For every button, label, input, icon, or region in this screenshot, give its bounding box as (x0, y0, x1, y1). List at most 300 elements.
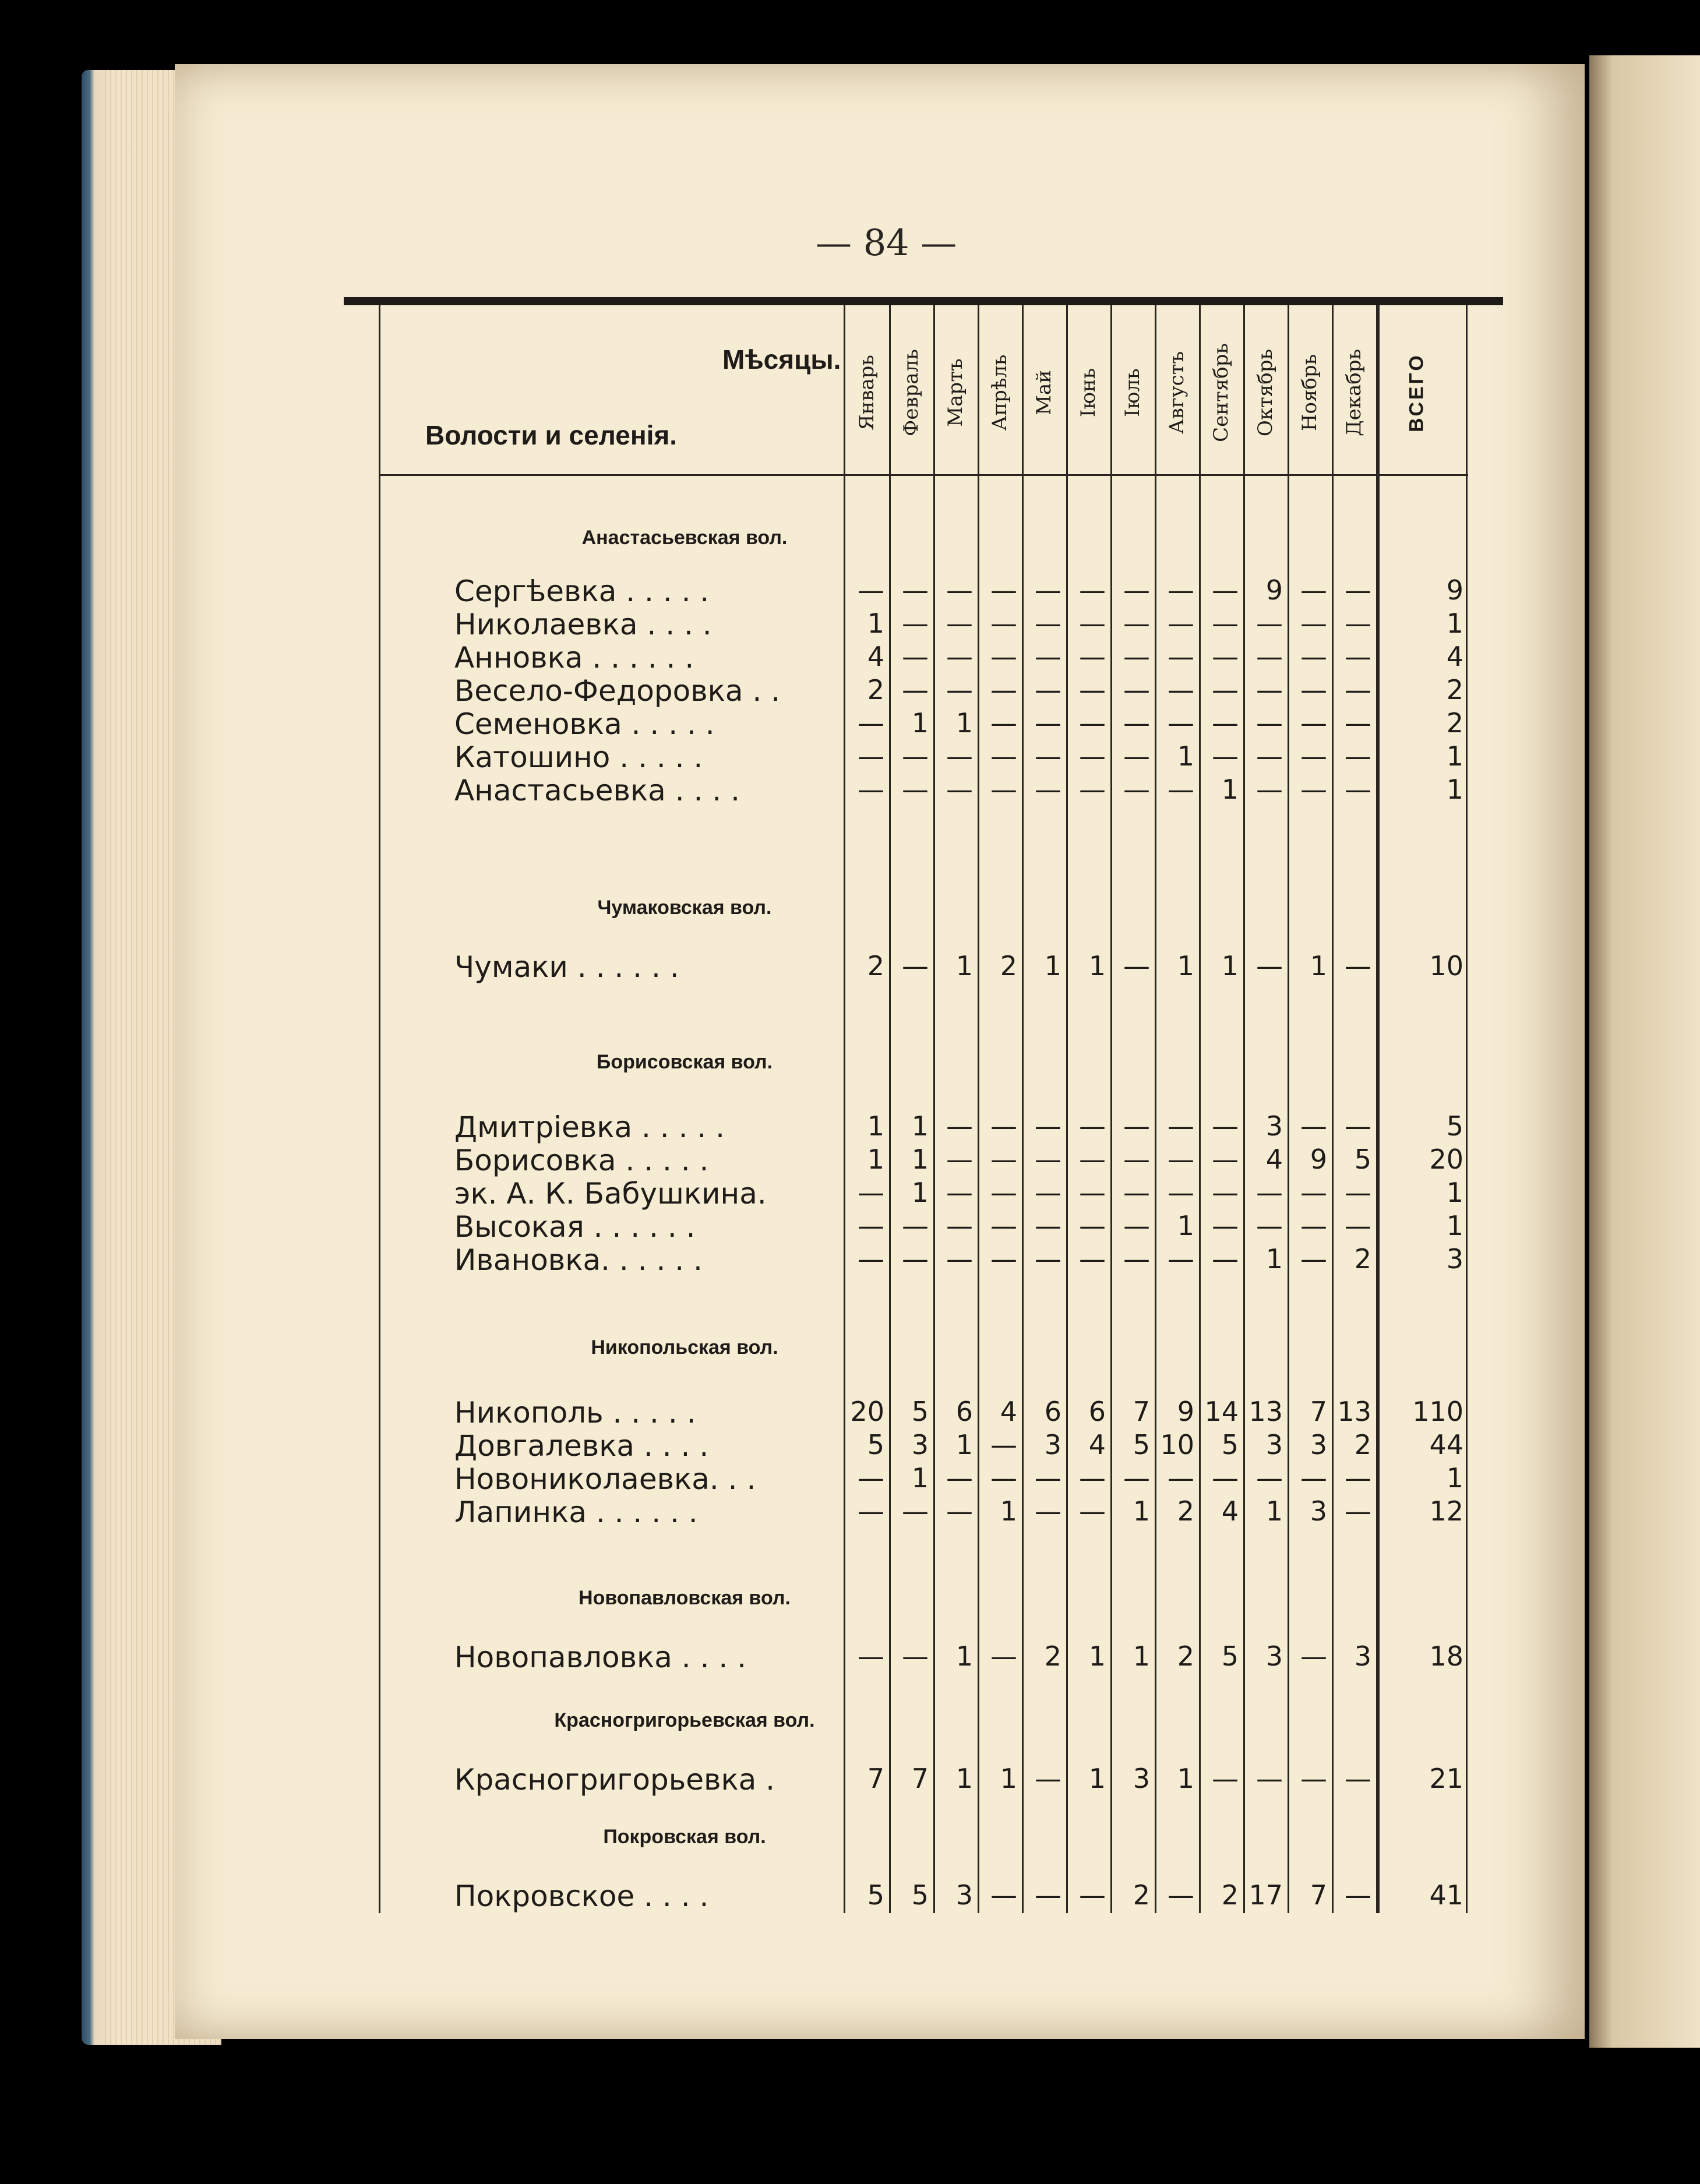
month-cell: — (858, 1640, 884, 1672)
month-cell: — (1035, 674, 1061, 705)
village-name: Анновка . . . . . . (454, 641, 694, 675)
month-cell: — (1300, 1640, 1327, 1672)
month-cell: — (1212, 608, 1239, 639)
table-row (379, 1878, 1468, 1914)
month-cell: 2 (1044, 1640, 1061, 1672)
month-cell: 1 (1133, 1495, 1150, 1527)
month-cell: — (902, 608, 929, 639)
total-cell: 2 (1446, 674, 1463, 705)
month-cell: — (1256, 950, 1283, 982)
month-cell: 17 (1248, 1879, 1283, 1911)
month-cell: — (1035, 1210, 1061, 1241)
table-row (379, 772, 1468, 809)
month-cell: 5 (867, 1879, 884, 1911)
total-cell: 1 (1446, 1210, 1463, 1241)
month-cell: — (1345, 608, 1371, 639)
table-row (379, 1176, 1468, 1212)
village-name: Никополь . . . . . (454, 1396, 696, 1430)
month-cell: — (902, 1243, 929, 1275)
total-cell: 1 (1446, 1462, 1463, 1494)
month-cell: — (1123, 574, 1150, 606)
month-cell: 2 (867, 950, 884, 982)
statistics-table (379, 305, 1468, 1913)
month-cell: — (1035, 1763, 1061, 1794)
month-cell: — (990, 1879, 1017, 1911)
month-cell: — (1123, 1144, 1150, 1175)
month-header-label: Сентябрь (1209, 343, 1233, 442)
month-cell: 9 (1310, 1144, 1327, 1175)
volost-heading: Анастасьевская вол. (581, 527, 788, 549)
month-cell: 1 (867, 1110, 884, 1142)
month-cell: — (1345, 1210, 1371, 1241)
month-cell: 2 (867, 674, 884, 705)
month-header-label: Апрѣль (988, 354, 1011, 431)
month-cell: — (1345, 1462, 1371, 1494)
month-cell: — (1345, 1177, 1371, 1208)
month-cell: — (946, 1110, 973, 1142)
month-cell: 5 (867, 1429, 884, 1460)
month-cell: — (1079, 641, 1106, 672)
total-cell: 12 (1429, 1495, 1463, 1527)
village-name: Николаевка . . . . (454, 608, 712, 641)
month-cell: — (1035, 740, 1061, 772)
month-cell: 1 (911, 1110, 929, 1142)
month-cell: — (1256, 641, 1283, 672)
month-cell: — (1123, 1243, 1150, 1275)
month-cell: — (990, 740, 1017, 772)
month-cell: — (1079, 774, 1106, 805)
village-name: Лапинка . . . . . . (454, 1495, 698, 1529)
month-cell: — (902, 574, 929, 606)
village-name: Катошино . . . . . (454, 740, 703, 774)
month-cell: — (1345, 574, 1371, 606)
total-cell: 110 (1412, 1396, 1463, 1427)
month-cell: 3 (1265, 1640, 1283, 1672)
month-cell: — (1035, 774, 1061, 805)
table-row (379, 1109, 1468, 1145)
month-cell: — (1300, 574, 1327, 606)
month-cell: 1 (1088, 1763, 1106, 1794)
month-cell: — (1035, 1495, 1061, 1527)
month-cell: — (1345, 740, 1371, 772)
month-cell: 1 (867, 608, 884, 639)
table-row (379, 1494, 1468, 1530)
month-cell: — (1035, 574, 1061, 606)
month-cell: — (1079, 740, 1106, 772)
total-cell: 1 (1446, 740, 1463, 772)
month-cell: — (946, 1177, 973, 1208)
month-cell: — (990, 1429, 1017, 1460)
month-cell: 1 (1177, 740, 1194, 772)
month-cell: — (1035, 641, 1061, 672)
month-header-label: Октябрь (1254, 348, 1277, 437)
month-cell: — (1212, 1210, 1239, 1241)
month-cell: — (1168, 608, 1194, 639)
month-cell: — (990, 774, 1017, 805)
month-cell: — (1035, 1879, 1061, 1911)
month-cell: — (1212, 641, 1239, 672)
month-cell: — (1123, 608, 1150, 639)
month-cell: 1 (867, 1144, 884, 1175)
table-row (379, 1142, 1468, 1179)
month-cell: — (1300, 1763, 1327, 1794)
month-cell: 7 (1133, 1396, 1150, 1427)
total-cell: 1 (1446, 774, 1463, 805)
month-cell: — (1345, 1763, 1371, 1794)
total-cell: 21 (1429, 1763, 1463, 1794)
village-name: Новопавловка . . . . (454, 1640, 747, 1674)
table-row (379, 706, 1468, 742)
month-cell: — (902, 1210, 929, 1241)
month-cell: — (1168, 707, 1194, 739)
month-header-label: Май (1032, 370, 1056, 415)
month-cell: — (946, 641, 973, 672)
month-cell: — (1345, 1879, 1371, 1911)
month-cell: 2 (1133, 1879, 1150, 1911)
total-header (1376, 329, 1458, 457)
total-cell: 20 (1429, 1144, 1463, 1175)
month-cell: — (858, 1243, 884, 1275)
table-row (379, 739, 1468, 775)
month-cell: — (1300, 774, 1327, 805)
month-cell: 7 (1310, 1396, 1327, 1427)
month-header-label: Февраль (900, 349, 923, 436)
month-cell: — (1256, 1210, 1283, 1241)
month-cell: 13 (1248, 1396, 1283, 1427)
month-cell: — (1079, 1462, 1106, 1494)
month-cell: — (1035, 707, 1061, 739)
month-cell: — (1345, 707, 1371, 739)
month-cell: — (1256, 1462, 1283, 1494)
month-cell: 1 (911, 1462, 929, 1494)
month-cell: — (1345, 641, 1371, 672)
month-cell: — (1079, 608, 1106, 639)
month-cell: — (946, 1243, 973, 1275)
month-cell: 9 (1265, 574, 1283, 606)
month-cell: — (990, 1462, 1017, 1494)
volost-heading: Никопольская вол. (591, 1336, 778, 1359)
month-cell: 4 (1265, 1144, 1283, 1175)
month-cell: — (946, 1495, 973, 1527)
village-name: Красногригорьевка . (454, 1763, 775, 1797)
month-cell: — (1345, 950, 1371, 982)
month-cell: — (858, 1462, 884, 1494)
month-header-label: Декабрь (1342, 348, 1366, 437)
month-cell: 1 (1177, 1763, 1194, 1794)
month-cell: — (1256, 1763, 1283, 1794)
month-cell: 5 (1221, 1429, 1239, 1460)
month-header-label: Іюнь (1077, 368, 1100, 418)
village-name: Покровское . . . . (454, 1879, 709, 1913)
month-cell: 1 (1177, 950, 1194, 982)
month-cell: — (1256, 740, 1283, 772)
month-cell: — (902, 774, 929, 805)
month-header (889, 329, 933, 457)
month-cell: — (1300, 674, 1327, 705)
month-cell: — (1123, 774, 1150, 805)
month-cell: 7 (911, 1763, 929, 1794)
month-cell: — (858, 574, 884, 606)
month-cell: 2 (1177, 1495, 1194, 1527)
month-header (1022, 329, 1066, 457)
month-cell: 3 (1133, 1763, 1150, 1794)
table-row (379, 573, 1468, 609)
month-cell: — (990, 1640, 1017, 1672)
volost-heading: Покровская вол. (603, 1826, 766, 1848)
month-cell: — (1168, 774, 1194, 805)
month-header (978, 329, 1022, 457)
month-cell: — (858, 707, 884, 739)
month-cell: — (990, 707, 1017, 739)
month-cell: — (858, 1495, 884, 1527)
month-cell: 1 (955, 1640, 973, 1672)
total-cell: 4 (1446, 641, 1463, 672)
total-cell: 3 (1446, 1243, 1463, 1275)
month-cell: 1 (1265, 1495, 1283, 1527)
total-cell: 5 (1446, 1110, 1463, 1142)
month-cell: — (990, 1210, 1017, 1241)
volost-heading: Борисовская вол. (596, 1051, 773, 1073)
month-cell: — (1168, 1462, 1194, 1494)
month-cell: 7 (1310, 1879, 1327, 1911)
month-header (1199, 329, 1243, 457)
facing-page-edge (1589, 55, 1700, 2048)
month-cell: — (946, 608, 973, 639)
month-header-label: Августъ (1165, 351, 1188, 435)
month-cell: 14 (1204, 1396, 1239, 1427)
month-cell: — (1079, 1879, 1106, 1911)
month-cell: 3 (1310, 1429, 1327, 1460)
month-cell: — (902, 674, 929, 705)
month-cell: — (1079, 1110, 1106, 1142)
month-cell: 13 (1337, 1396, 1371, 1427)
month-cell: — (858, 1210, 884, 1241)
month-cell: — (1345, 1495, 1371, 1527)
total-cell: 44 (1429, 1429, 1463, 1460)
month-cell: 3 (1265, 1429, 1283, 1460)
village-name: Дмитріевка . . . . . (454, 1110, 725, 1144)
month-cell: — (1212, 1144, 1239, 1175)
month-cell: — (1212, 740, 1239, 772)
month-cell: — (1079, 574, 1106, 606)
month-cell: — (1345, 774, 1371, 805)
month-cell: — (1168, 641, 1194, 672)
month-cell: — (1035, 1144, 1061, 1175)
total-header-label: ВСЕГО (1405, 353, 1428, 432)
month-cell: 4 (1088, 1429, 1106, 1460)
month-cell: — (1300, 1110, 1327, 1142)
month-cell: — (1079, 1210, 1106, 1241)
month-cell: — (902, 1495, 929, 1527)
month-cell: 1 (911, 1144, 929, 1175)
month-cell: 5 (1354, 1144, 1371, 1175)
month-cell: — (1123, 674, 1150, 705)
table-row (379, 606, 1468, 643)
month-cell: 3 (1265, 1110, 1283, 1142)
village-name: эк. А. К. Бабушкина. (454, 1177, 767, 1211)
month-cell: — (902, 641, 929, 672)
month-cell: — (858, 1177, 884, 1208)
table-row (379, 640, 1468, 676)
month-cell: — (1300, 608, 1327, 639)
month-cell: 1 (1044, 950, 1061, 982)
village-heading: Волости и селенія. (425, 420, 678, 450)
month-cell: — (1212, 1763, 1239, 1794)
village-name: Анастасьевка . . . . (454, 774, 740, 807)
month-cell: — (1168, 1243, 1194, 1275)
table-row (379, 1242, 1468, 1278)
month-cell: 1 (1133, 1640, 1150, 1672)
month-cell: — (1256, 674, 1283, 705)
month-cell: 1 (911, 707, 929, 739)
month-header (845, 329, 889, 457)
total-cell: 2 (1446, 707, 1463, 739)
village-name: Новониколаевка. . . (454, 1462, 756, 1496)
month-cell: 5 (911, 1879, 929, 1911)
table-row (379, 1428, 1468, 1464)
month-cell: — (1123, 707, 1150, 739)
months-heading: Мѣсяцы. (722, 344, 841, 375)
total-cell: 41 (1429, 1879, 1463, 1911)
month-cell: — (902, 740, 929, 772)
month-cell: — (1300, 1462, 1327, 1494)
header-separator (379, 474, 1468, 476)
month-cell: — (946, 774, 973, 805)
month-cell: — (1123, 1462, 1150, 1494)
month-cell: 2 (1354, 1243, 1371, 1275)
month-cell: — (1212, 674, 1239, 705)
total-cell: 9 (1446, 574, 1463, 606)
month-cell: — (1168, 1144, 1194, 1175)
month-cell: — (1079, 1495, 1106, 1527)
month-cell: — (1123, 1210, 1150, 1241)
month-cell: — (1345, 1110, 1371, 1142)
month-cell: — (1300, 641, 1327, 672)
month-cell: 3 (1310, 1495, 1327, 1527)
month-cell: — (1079, 674, 1106, 705)
month-cell: 1 (1000, 1763, 1017, 1794)
month-cell: — (1079, 1144, 1106, 1175)
month-cell: — (990, 641, 1017, 672)
month-cell: 1 (955, 1763, 973, 1794)
month-cell: — (1256, 707, 1283, 739)
month-cell: 3 (911, 1429, 929, 1460)
month-header (1155, 329, 1199, 457)
top-rule (344, 297, 1503, 305)
month-header (933, 329, 978, 457)
month-cell: 6 (1088, 1396, 1106, 1427)
month-cell: 2 (1354, 1429, 1371, 1460)
volost-heading: Новопавловская вол. (579, 1587, 791, 1609)
month-cell: — (1123, 740, 1150, 772)
month-cell: 2 (1221, 1879, 1239, 1911)
month-cell: 1 (1088, 950, 1106, 982)
month-cell: — (1256, 1177, 1283, 1208)
month-cell: 1 (911, 1177, 929, 1208)
month-cell: 3 (955, 1879, 973, 1911)
total-cell: 1 (1446, 608, 1463, 639)
month-header (1066, 329, 1110, 457)
month-cell: — (1256, 608, 1283, 639)
month-cell: 10 (1160, 1429, 1194, 1460)
month-cell: — (1079, 1243, 1106, 1275)
table-row (379, 949, 1468, 985)
month-cell: — (1300, 1177, 1327, 1208)
month-cell: 9 (1177, 1396, 1194, 1427)
month-header (1243, 329, 1288, 457)
month-header (1288, 329, 1332, 457)
month-cell: 20 (850, 1396, 884, 1427)
month-cell: — (858, 774, 884, 805)
village-name: Семеновка . . . . . (454, 707, 715, 741)
month-cell: 4 (867, 641, 884, 672)
month-cell: — (946, 740, 973, 772)
table-row (379, 1395, 1468, 1431)
month-cell: — (1168, 1177, 1194, 1208)
month-cell: 5 (1221, 1640, 1239, 1672)
month-cell: — (1079, 1177, 1106, 1208)
village-name: Борисовка . . . . . (454, 1144, 709, 1177)
month-cell: — (1079, 707, 1106, 739)
month-cell: 6 (1044, 1396, 1061, 1427)
month-cell: — (1123, 950, 1150, 982)
month-cell: — (990, 574, 1017, 606)
month-cell: 1 (1221, 774, 1239, 805)
month-cell: 1 (955, 950, 973, 982)
month-cell: 5 (911, 1396, 929, 1427)
month-cell: — (1212, 1462, 1239, 1494)
month-header-label: Іюль (1121, 368, 1144, 417)
month-cell: — (990, 1144, 1017, 1175)
table-row (379, 673, 1468, 709)
month-cell: — (902, 1640, 929, 1672)
month-cell: 1 (955, 1429, 973, 1460)
month-cell: — (1168, 1110, 1194, 1142)
village-name: Сергѣевка . . . . . (454, 574, 710, 608)
month-cell: — (946, 674, 973, 705)
month-cell: 1 (1177, 1210, 1194, 1241)
volost-heading: Красногригорьевская вол. (554, 1709, 815, 1731)
month-cell: — (1212, 1243, 1239, 1275)
month-cell: 4 (1221, 1495, 1239, 1527)
month-cell: — (1212, 707, 1239, 739)
month-cell: — (990, 1110, 1017, 1142)
month-cell: — (1035, 1177, 1061, 1208)
month-cell: 3 (1354, 1640, 1371, 1672)
month-header (1332, 329, 1376, 457)
month-cell: — (1212, 1177, 1239, 1208)
village-name: Чумаки . . . . . . (454, 950, 679, 984)
month-cell: — (1256, 774, 1283, 805)
month-cell: — (946, 574, 973, 606)
month-cell: — (990, 1177, 1017, 1208)
month-cell: 2 (1000, 950, 1017, 982)
month-cell: — (1212, 1110, 1239, 1142)
month-cell: — (1168, 1879, 1194, 1911)
month-cell: — (1345, 674, 1371, 705)
month-cell: 4 (1000, 1396, 1017, 1427)
month-cell: 1 (1310, 950, 1327, 982)
month-cell: 6 (955, 1396, 973, 1427)
month-cell: — (946, 1210, 973, 1241)
month-cell: 2 (1177, 1640, 1194, 1672)
village-name: Высокая . . . . . . (454, 1210, 696, 1244)
month-cell: — (1123, 1177, 1150, 1208)
village-name: Весело-Федоровка . . (454, 674, 781, 708)
month-cell: — (1300, 1243, 1327, 1275)
month-cell: — (990, 1243, 1017, 1275)
table-row (379, 1639, 1468, 1675)
